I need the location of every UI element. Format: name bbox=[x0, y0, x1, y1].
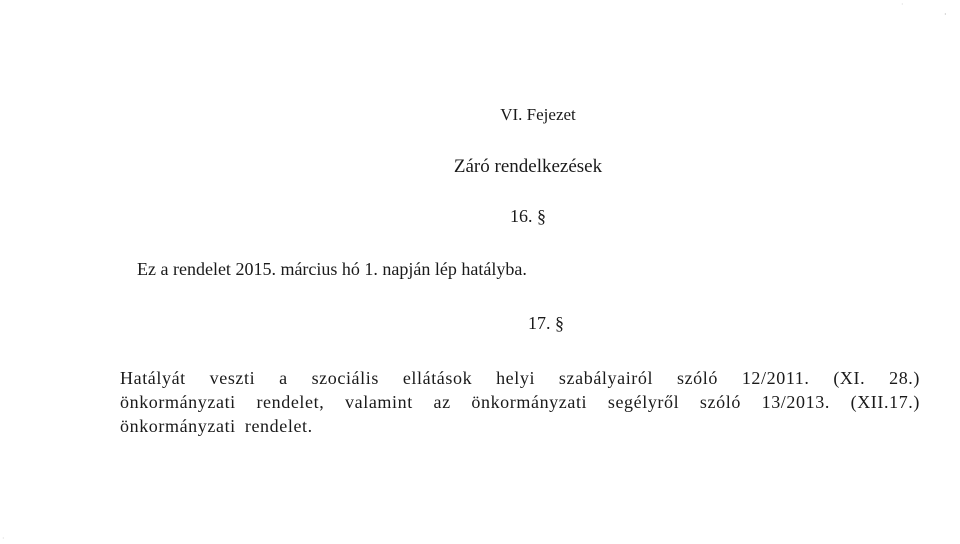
paragraph-16: Ez a rendelet 2015. március hó 1. napján lép hatályba. bbox=[137, 259, 527, 279]
section-heading-17: 17. § bbox=[528, 313, 564, 333]
scan-speck: · bbox=[901, 0, 904, 9]
paragraph-17 bbox=[120, 366, 920, 438]
chapter-title: Záró rendelkezések bbox=[453, 156, 603, 177]
scan-speck: · bbox=[944, 10, 947, 19]
scan-speck: · bbox=[2, 534, 5, 543]
paragraph-17-line: önkormányzati rendelet, valamint az önkormányzati segélyről szóló 13/2013. (XII.17.) bbox=[120, 392, 920, 412]
paragraph-17-line: Hatályát veszti a szociális ellátások helyi szabályairól szóló 12/2011. (XI. 28.) bbox=[120, 368, 920, 388]
section-heading-16: 16. § bbox=[510, 206, 546, 226]
chapter-heading: VI. Fejezet bbox=[500, 105, 576, 124]
paragraph-17-line: önkormányzati rendelet. bbox=[120, 416, 313, 436]
